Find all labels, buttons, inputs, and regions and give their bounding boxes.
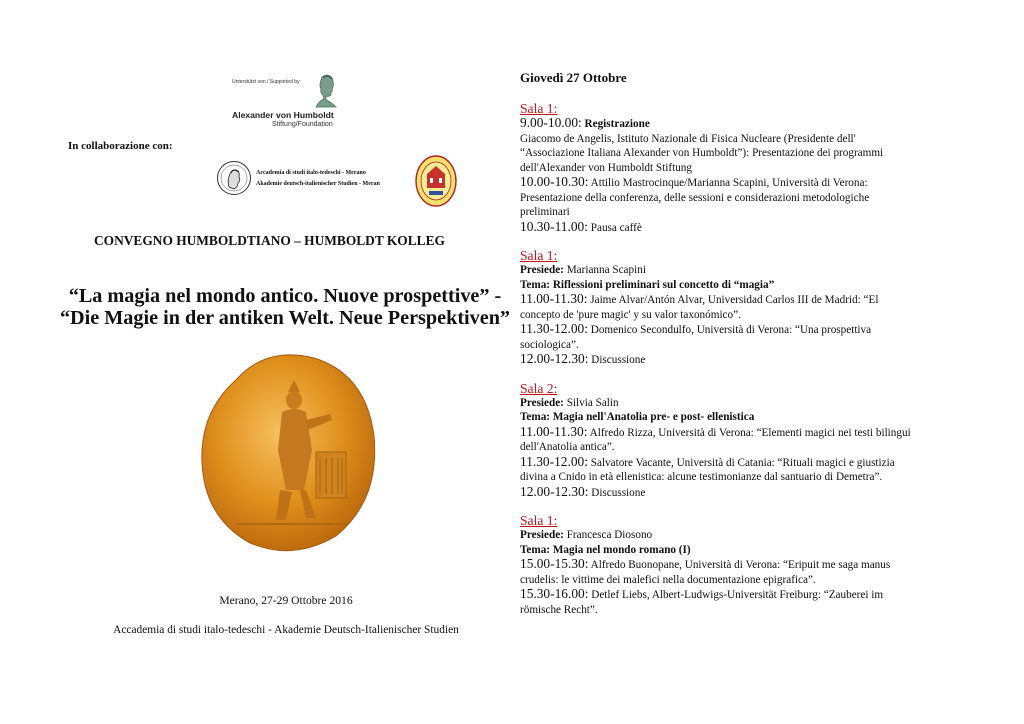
presiede-line — [520, 396, 960, 411]
presiede-name: Silvia Salin — [566, 396, 619, 409]
tema-line: Tema: Magia nell'Anatolia pre- e post- ellenistica — [520, 411, 755, 423]
institution-line: Accademia di studi italo-tedeschi - Akademie Deutsch-Italienischer Studien — [113, 624, 459, 636]
schedule-entry — [520, 455, 960, 471]
presiede-label: Presiede: — [520, 529, 564, 541]
main-title — [54, 285, 516, 329]
time-slot: 12.00-12.30: — [520, 351, 589, 366]
presiede-label: Presiede: — [520, 396, 564, 409]
entry-text: sociologica”. — [520, 338, 579, 351]
entry-text: Alfredo Buonopane, Università di Verona: “Eripuit me saga manus — [590, 559, 891, 571]
entry-label: Registrazione — [584, 118, 650, 130]
schedule-entry — [520, 220, 960, 236]
time-slot: 15.30-16.00: — [520, 586, 589, 601]
session-3 — [520, 381, 960, 501]
entry-text: crudelis: le vittime dei malefici nella documentazione epigrafica”. — [520, 573, 816, 586]
academy-text-it: Accademia di studi italo-tedeschi - Merano — [256, 170, 366, 176]
entry-text: dell'Anatolia antica”. — [520, 441, 615, 453]
humboldt-logo — [232, 74, 342, 132]
academy-text-de: Akademie deutsch-italienischer Studien - Meran — [256, 181, 380, 187]
sala-label: Sala 1: — [520, 101, 558, 116]
entry-text: dell'Alexander von Humboldt Stiftung — [520, 161, 692, 174]
schedule-entry — [520, 557, 960, 573]
schedule-entry — [520, 116, 960, 132]
university-seal-icon — [414, 152, 458, 208]
entry-text: Presentazione della conferenza, delle sessioni e considerazioni metodologiche — [520, 191, 870, 204]
time-slot: 11.00-11.30: — [520, 423, 588, 439]
entry-text: Discussione — [591, 354, 646, 366]
sala-label: Sala 2: — [520, 380, 558, 396]
schedule-entry — [520, 425, 960, 441]
entry-text: concepto de 'pure magic' y su valor taxonómico”. — [520, 308, 741, 321]
time-slot: 11.30-12.00: — [520, 321, 588, 336]
title-line-it: “La magia nel mondo antico. Nuove prospettive” - — [68, 285, 502, 307]
academy-logo-icon — [216, 160, 252, 196]
presiede-line — [520, 528, 960, 543]
entry-text: Domenico Secondulfo, Università di Verona: “Una prospettiva — [590, 324, 872, 336]
entry-text: divina a Cnido in età ellenistica: alcune testimonianze dal santuario di Demetra”. — [520, 471, 883, 483]
presiede-name: Marianna Scapini — [566, 264, 646, 276]
session-2 — [520, 248, 960, 368]
event-dates: Merano, 27-29 Ottobre 2016 — [219, 594, 353, 607]
entry-text: Discussione — [591, 486, 646, 499]
schedule-entry — [520, 587, 960, 603]
entry-text: Giacomo de Angelis, Istituto Nazionale di Fisica Nucleare (Presidente dell' — [520, 132, 856, 145]
supported-by-text: Unterstützt von / Supported by — [232, 79, 300, 85]
entry-text: “Associazione Italiana Alexander von Humboldt”): Presentazione dei programmi — [520, 147, 884, 159]
convegno-heading: CONVEGNO HUMBOLDTIANO – HUMBOLDT KOLLEG — [94, 233, 445, 248]
entry-text: Detlef Liebs, Albert-Ludwigs-Universität Freiburg: “Zauberei im — [591, 589, 884, 601]
session-1 — [520, 101, 960, 235]
schedule-entry — [520, 322, 960, 338]
schedule-entry — [520, 175, 960, 191]
title-line-de: “Die Magie in der antiken Welt. Neue Perspektiven” — [59, 307, 511, 329]
academy-logo-text — [256, 168, 380, 190]
time-slot: 11.30-12.00: — [520, 453, 588, 469]
humboldt-subtitle: Stiftung/Foundation — [272, 121, 333, 128]
time-slot: 10.30-11.00: — [520, 218, 588, 234]
entry-text: Salvatore Vacante, Università di Catania: “Rituali magici e giustizia — [590, 456, 895, 469]
time-slot: 12.00-12.30: — [520, 483, 589, 499]
humboldt-portrait-icon — [314, 74, 338, 108]
entry-text: römische Recht”. — [520, 603, 598, 616]
session-4 — [520, 513, 960, 617]
schedule-entry — [520, 485, 960, 501]
schedule-entry — [520, 292, 960, 308]
entry-text: Attilio Mastrocinque/Marianna Scapini, Università di Verona: — [590, 177, 868, 189]
collaboration-label: In collaborazione con: — [68, 140, 173, 152]
ancient-seal-image — [196, 340, 380, 556]
sala-label: Sala 1: — [520, 248, 558, 263]
humboldt-name: Alexander von Humboldt — [232, 110, 334, 120]
entry-text: Alfredo Rizza, Università di Verona: “Elementi magici nei testi bilingui — [589, 426, 911, 439]
presiede-line — [520, 263, 960, 278]
presiede-label: Presiede: — [520, 264, 564, 276]
time-slot: 9.00-10.00: — [520, 115, 582, 130]
entry-text: Pausa caffè — [590, 221, 642, 234]
time-slot: 15.00-15.30: — [520, 556, 589, 571]
schedule-entry — [520, 352, 960, 368]
tema-line: Tema: Magia nel mondo romano (I) — [520, 543, 691, 556]
day-heading: Giovedì 27 Ottobre — [520, 70, 627, 85]
entry-text: preliminari — [520, 206, 570, 218]
time-slot: 10.00-10.30: — [520, 174, 589, 189]
sala-label: Sala 1: — [520, 513, 558, 528]
presiede-name: Francesca Diosono — [566, 529, 653, 541]
tema-line: Tema: Riflessioni preliminari sul concetto di “magia” — [520, 278, 775, 291]
entry-text: Jaime Alvar/Antón Alvar, Universidad Carlos III de Madrid: “El — [590, 294, 879, 306]
time-slot: 11.00-11.30: — [520, 291, 588, 306]
program — [520, 70, 960, 630]
